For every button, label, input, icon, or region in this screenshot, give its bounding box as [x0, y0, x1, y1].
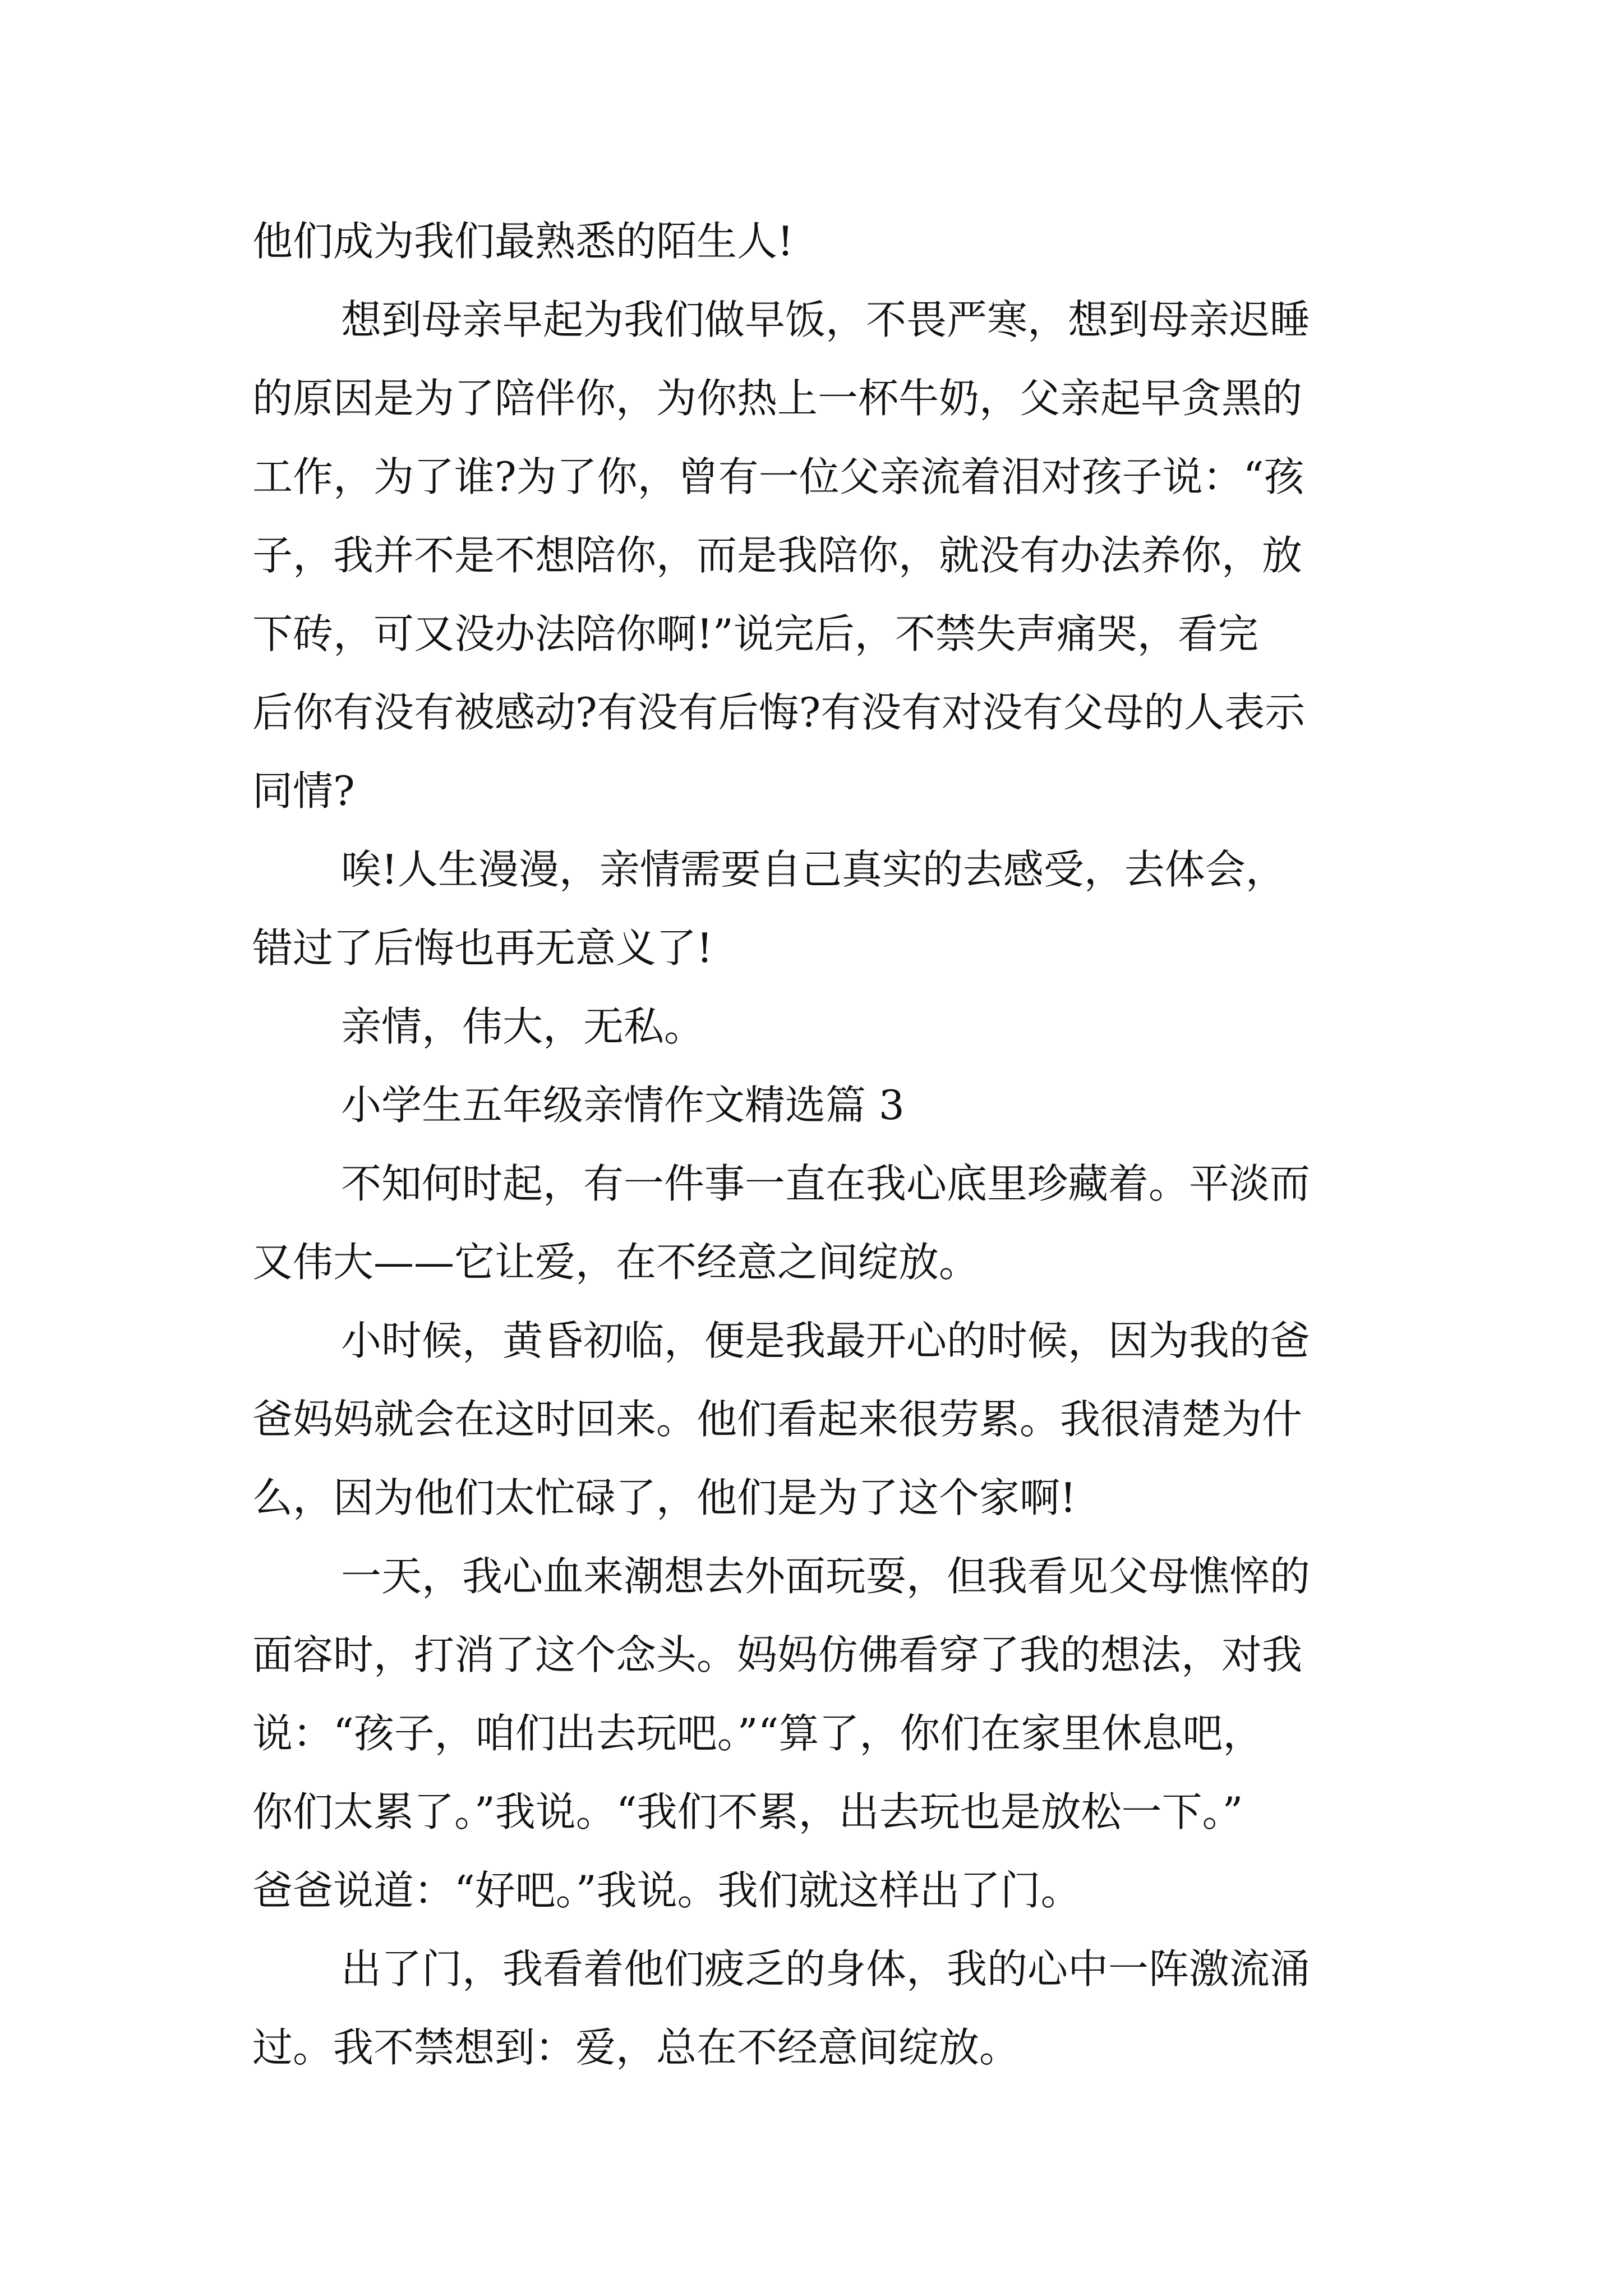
text-line: 又伟大——它让爱，在不经意之间绽放。: [252, 1239, 980, 1286]
essay-text: [252, 202, 1385, 2087]
text-line: 亲情，伟大，无私。: [341, 1003, 705, 1050]
text-line: 后你有没有被感动?有没有后悔?有没有对没有父母的人表示: [252, 689, 1306, 736]
text-line: 么，因为他们太忙碌了，他们是为了这个家啊!: [252, 1474, 1076, 1521]
text-line: 下砖，可又没办法陪你啊!”说完后，不禁失声痛哭，看完: [252, 610, 1258, 657]
text-line: 爸妈妈就会在这时回来。他们看起来很劳累。我很清楚为什: [252, 1396, 1303, 1443]
text-line: 爸爸说道：“好吧。”我说。我们就这样出了门。: [252, 1867, 1081, 1914]
text-line: 过。我不禁想到：爱，总在不经意间绽放。: [252, 2024, 1020, 2071]
text-line: 你们太累了。”我说。“我们不累，出去玩也是放松一下。”: [252, 1788, 1243, 1835]
text-line: 想到母亲早起为我们做早饭，不畏严寒，想到母亲迟睡: [341, 296, 1311, 343]
text-line: 小时候，黄昏初临，便是我最开心的时候，因为我的爸: [341, 1317, 1311, 1364]
text-line: 同情?: [252, 767, 355, 815]
text-line: 的原因是为了陪伴你，为你热上一杯牛奶，父亲起早贪黑的: [252, 375, 1303, 422]
text-line: 他们成为我们最熟悉的陌生人!: [252, 218, 794, 265]
text-line: 一天，我心血来潮想去外面玩耍，但我看见父母憔悴的: [341, 1553, 1311, 1600]
text-line: 面容时，打消了这个念头。妈妈仿佛看穿了我的想法，对我: [252, 1631, 1303, 1678]
text-line: 出了门，我看着他们疲乏的身体，我的心中一阵激流涌: [341, 1945, 1311, 1993]
text-line: 子，我并不是不想陪你，而是我陪你，就没有办法养你，放: [252, 532, 1303, 579]
section-heading: 小学生五年级亲情作文精选篇 3: [341, 1082, 905, 1129]
text-line: 错过了后悔也再无意义了!: [252, 924, 713, 972]
text-line: 说：“孩子，咱们出去玩吧。”“算了，你们在家里休息吧，: [252, 1710, 1264, 1757]
text-line: 不知何时起，有一件事一直在我心底里珍藏着。平淡而: [341, 1160, 1311, 1207]
text-line: 唉!人生漫漫，亲情需要自己真实的去感受，去体会，: [341, 846, 1286, 893]
text-line: 工作，为了谁?为了你，曾有一位父亲流着泪对孩子说：“孩: [252, 453, 1304, 500]
